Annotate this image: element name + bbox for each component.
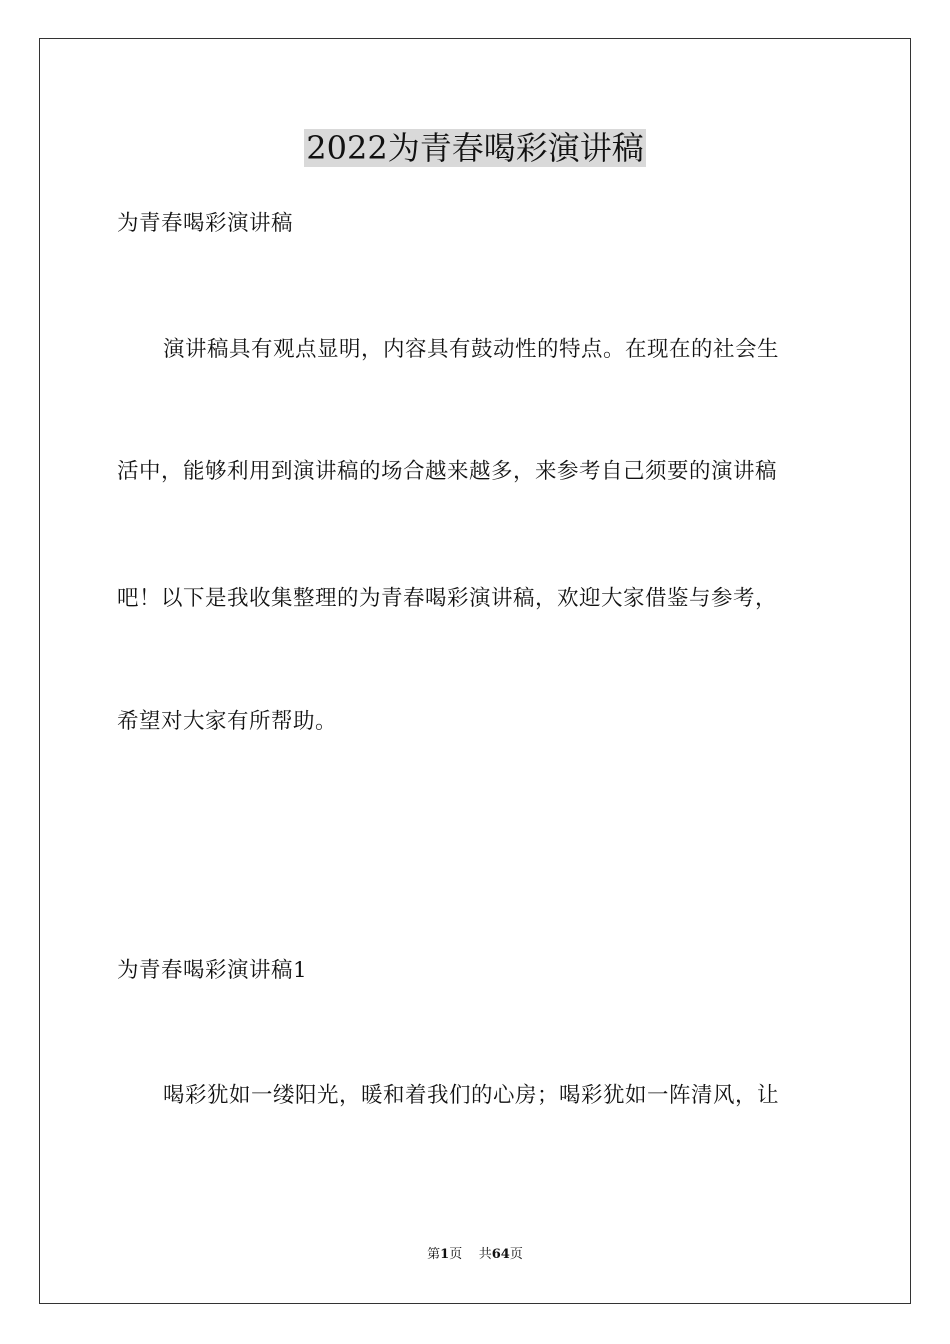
footer-page-suffix: 页	[449, 1247, 463, 1262]
footer-page-number: 1	[440, 1247, 450, 1262]
document-title-text: 2022为青春喝彩演讲稿	[306, 129, 644, 167]
page-footer	[0, 1246, 950, 1264]
paragraph-1-line-3: 吧！以下是我收集整理的为青春喝彩演讲稿，欢迎大家借鉴与参考，	[117, 586, 778, 611]
footer-total-prefix: 共	[478, 1247, 492, 1262]
paragraph-1-line-2: 活中，能够利用到演讲稿的场合越来越多，来参考自己须要的演讲稿	[117, 459, 778, 484]
paragraph-2-line-1: 喝彩犹如一缕阳光，暖和着我们的心房；喝彩犹如一阵清风，让	[163, 1083, 780, 1108]
footer-page-prefix: 第	[427, 1247, 441, 1262]
document-title	[0, 128, 950, 168]
document-subtitle: 为青春喝彩演讲稿	[117, 211, 294, 236]
paragraph-1-line-4: 希望对大家有所帮助。	[117, 709, 338, 734]
section-1-heading: 为青春喝彩演讲稿1	[117, 958, 308, 983]
footer-total-suffix: 页	[509, 1247, 523, 1262]
footer-total-pages: 64	[491, 1247, 510, 1262]
paragraph-1-line-1: 演讲稿具有观点显明，内容具有鼓动性的特点。在现在的社会生	[163, 337, 780, 362]
